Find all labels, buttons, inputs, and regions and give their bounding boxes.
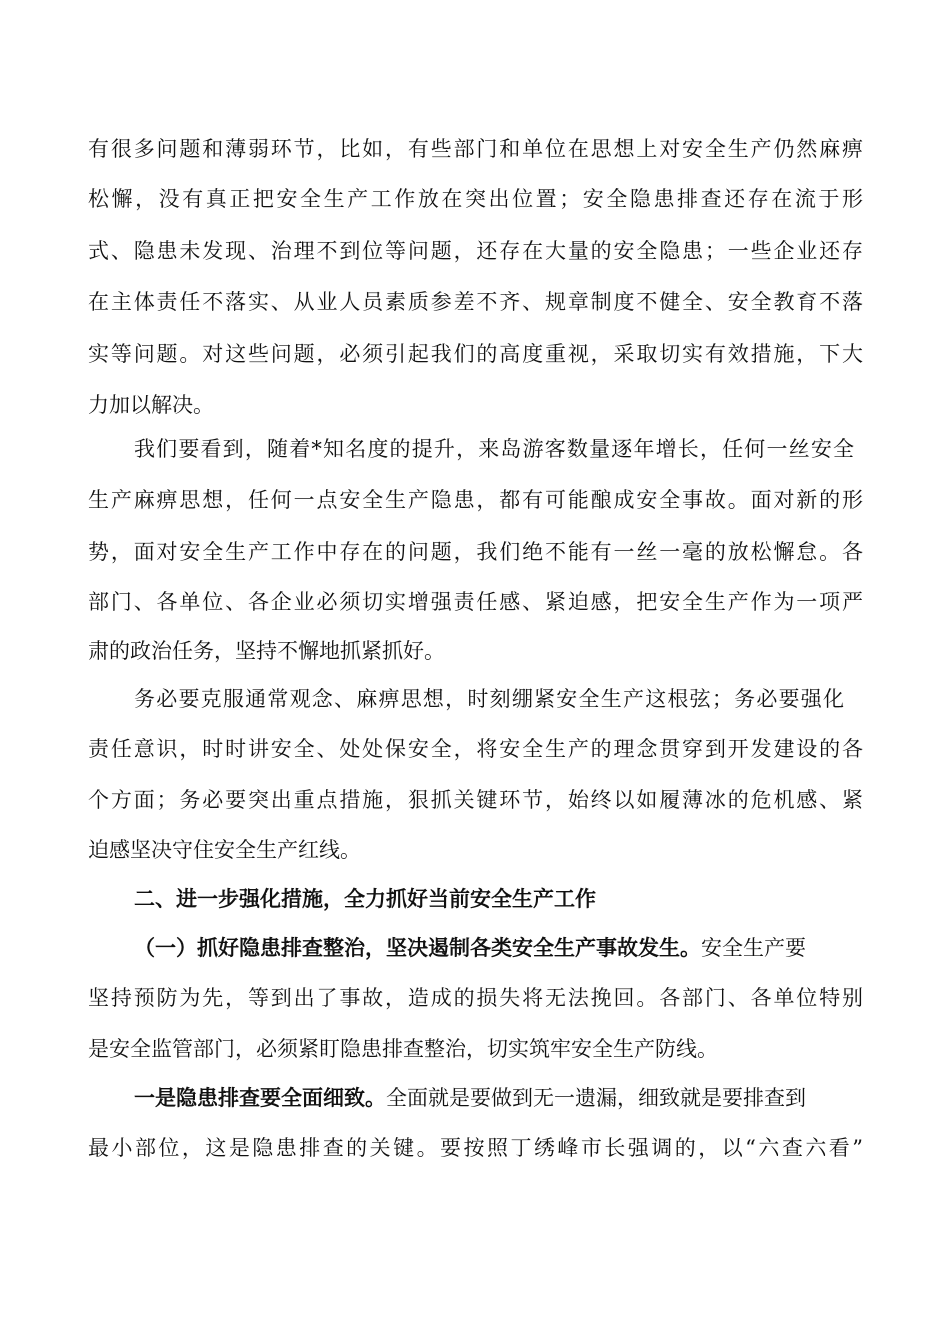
section-heading: 二、进一步强化措施，全力抓好当前安全生产工作 xyxy=(134,886,596,911)
paragraph-2-line-2: 生产麻痹思想，任何一点安全生产隐患，都有可能酿成安全事故。面对新的形 xyxy=(88,488,863,512)
paragraph-2-line-1: 我们要看到，随着*知名度的提升，来岛游客数量逐年增长，任何一丝安全 xyxy=(134,437,854,461)
subsection-lead-text: 安全生产要 xyxy=(701,936,806,960)
paragraph-3-line-1: 务必要克服通常观念、麻痹思想，时刻绷紧安全生产这根弦；务必要强化 xyxy=(134,687,844,711)
paragraph-1-line-6: 力加以解决。 xyxy=(88,393,214,417)
paragraph-1-line-5: 实等问题。对这些问题，必须引起我们的高度重视，采取切实有效措施，下大 xyxy=(88,342,863,366)
paragraph-2-line-5: 肃的政治任务，坚持不懈地抓紧抓好。 xyxy=(88,639,445,663)
paragraph-1-line-4: 在主体责任不落实、从业人员素质参差不齐、规章制度不健全、安全教育不落 xyxy=(88,290,863,314)
paragraph-2-line-4: 部门、各单位、各企业必须切实增强责任感、紧迫感，把安全生产作为一项严 xyxy=(88,590,863,614)
paragraph-6-line-2: 最小部位，这是隐患排查的关键。要按照丁绣峰市长强调的，以“六查六看” xyxy=(88,1136,863,1160)
point-heading: 一是隐患排查要全面细致。 xyxy=(134,1085,386,1110)
paragraph-5-line-3: 是安全监管部门，必须紧盯隐患排查整治，切实筑牢安全生产防线。 xyxy=(88,1037,718,1061)
point-lead-text: 全面就是要做到无一遗漏，细致就是要排查到 xyxy=(386,1086,806,1110)
paragraph-3-line-3: 个方面；务必要突出重点措施，狠抓关键环节，始终以如履薄冰的危机感、紧 xyxy=(88,788,863,812)
paragraph-1-line-2: 松懈，没有真正把安全生产工作放在突出位置；安全隐患排查还存在流于形 xyxy=(88,187,863,211)
paragraph-3-line-2: 责任意识，时时讲安全、处处保安全，将安全生产的理念贯穿到开发建设的各 xyxy=(88,737,863,761)
paragraph-6-line-1 xyxy=(134,1083,854,1113)
paragraph-3-line-4: 迫感坚决守住安全生产红线。 xyxy=(88,838,361,862)
paragraph-1-line-1: 有很多问题和薄弱环节，比如，有些部门和单位在思想上对安全生产仍然麻痹 xyxy=(88,137,863,161)
subsection-heading: （一）抓好隐患排查整治，坚决遏制各类安全生产事故发生。 xyxy=(134,935,701,960)
paragraph-1-line-3: 式、隐患未发现、治理不到位等问题，还存在大量的安全隐患；一些企业还存 xyxy=(88,239,863,263)
paragraph-2-line-3: 势，面对安全生产工作中存在的问题，我们绝不能有一丝一毫的放松懈怠。各 xyxy=(88,540,863,564)
paragraph-5-line-1 xyxy=(134,933,854,963)
paragraph-5-line-2: 坚持预防为先，等到出了事故，造成的损失将无法挽回。各部门、各单位特别 xyxy=(88,986,863,1010)
